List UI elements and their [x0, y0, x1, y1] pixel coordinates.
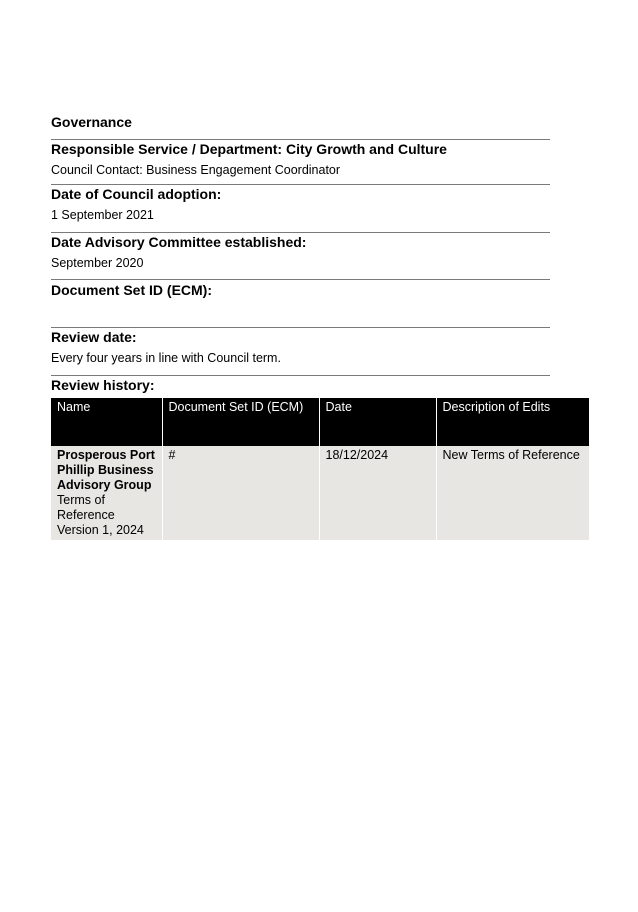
- column-header-name: Name: [51, 398, 162, 446]
- row-date-cell: 18/12/2024: [319, 446, 436, 540]
- committee-heading: Date Advisory Committee established:: [51, 234, 307, 250]
- committee-date: September 2020: [51, 256, 144, 270]
- column-header-docset: Document Set ID (ECM): [162, 398, 319, 446]
- row-name-line: Advisory Group: [57, 478, 152, 492]
- row-description-cell: New Terms of Reference: [436, 446, 589, 540]
- review-history-heading: Review history:: [51, 377, 155, 393]
- council-contact: Council Contact: Business Engagement Coordinator: [51, 163, 341, 177]
- column-header-date: Date: [319, 398, 436, 446]
- table-row: [51, 446, 589, 540]
- column-header-description: Description of Edits: [436, 398, 589, 446]
- responsible-heading: Responsible Service / Department: City Growth and Culture: [51, 141, 447, 157]
- row-name-line: Version 1, 2024: [57, 523, 144, 537]
- divider: [51, 139, 550, 140]
- divider: [51, 375, 550, 376]
- table-header-row: [51, 398, 589, 446]
- adoption-date: 1 September 2021: [51, 208, 154, 222]
- divider: [51, 184, 550, 185]
- docset-heading: Document Set ID (ECM):: [51, 282, 212, 298]
- review-date-value: Every four years in line with Council term.: [51, 351, 281, 365]
- adoption-heading: Date of Council adoption:: [51, 186, 222, 202]
- divider: [51, 327, 550, 328]
- review-history-table: [51, 398, 589, 540]
- row-docset-cell: #: [162, 446, 319, 540]
- divider: [51, 279, 550, 280]
- section-title: Governance: [51, 114, 132, 130]
- row-name-line: Phillip Business: [57, 463, 154, 477]
- divider: [51, 232, 550, 233]
- row-name-line: Prosperous Port: [57, 448, 155, 462]
- review-date-heading: Review date:: [51, 329, 137, 345]
- row-name-line: Terms of Reference: [57, 493, 115, 522]
- row-name-cell: [51, 446, 162, 540]
